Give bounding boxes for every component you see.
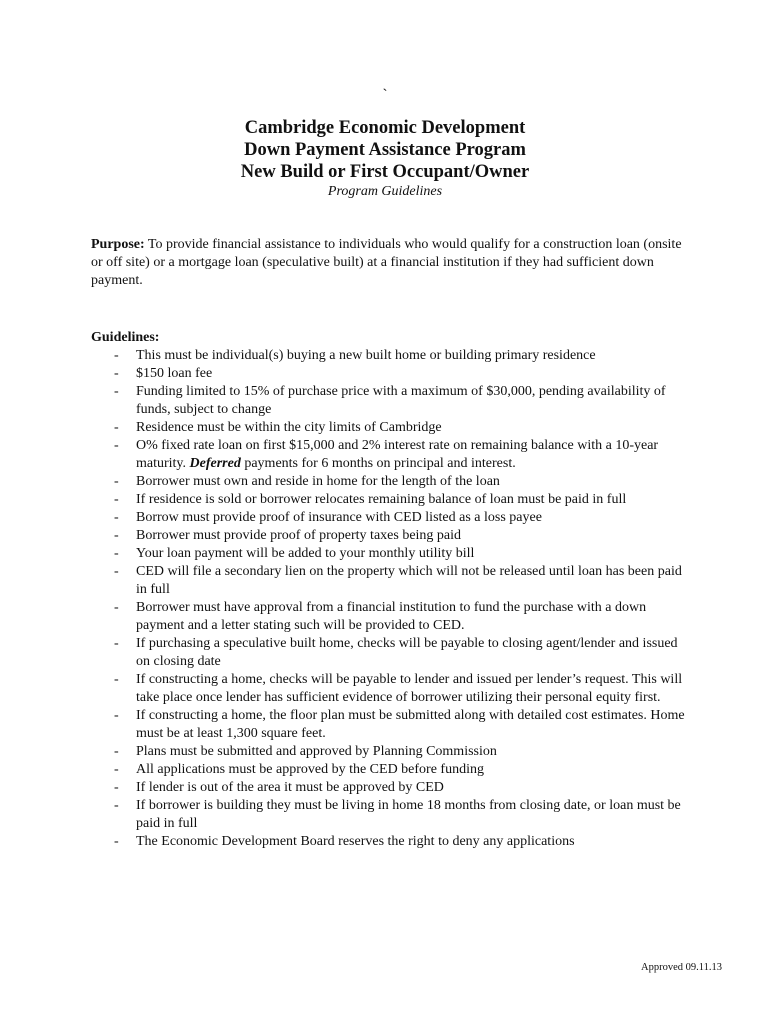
list-item	[91, 599, 691, 635]
stray-tick-mark: `	[382, 87, 388, 103]
dash-bullet: -	[114, 780, 119, 795]
dash-bullet: -	[114, 366, 119, 381]
list-item-text: Borrower must have approval from a financial institution to fund the purchase with a down payment and a letter stating such will be provided to CED.	[136, 600, 647, 633]
list-item	[91, 563, 691, 599]
title-line-program: Down Payment Assistance Program	[244, 140, 526, 160]
dash-bullet: -	[114, 474, 119, 489]
dash-bullet: -	[114, 546, 119, 561]
title-line-category: New Build or First Occupant/Owner	[240, 162, 530, 182]
title-block	[0, 117, 770, 201]
guidelines-list	[91, 347, 691, 851]
list-item	[91, 833, 691, 851]
list-item-text: If residence is sold or borrower relocates remaining balance of loan must be paid in full	[136, 492, 627, 507]
rate-emphasis: Deferred	[189, 456, 241, 471]
list-item	[91, 383, 691, 419]
list-item-text: Borrower must provide proof of property taxes being paid	[136, 528, 462, 543]
list-item	[91, 671, 691, 707]
list-item	[91, 779, 691, 797]
dash-bullet: -	[114, 708, 119, 723]
list-item	[91, 743, 691, 761]
dash-bullet: -	[114, 528, 119, 543]
purpose-text: To provide financial assistance to individuals who would qualify for a construction loan (onsite or off site) or a mortgage loan (speculative built) at a financial institution if they had sufficient down payment.	[91, 237, 682, 288]
dash-bullet: -	[114, 600, 119, 615]
approval-date: Approved 09.11.13	[641, 962, 722, 973]
list-item-text: If constructing a home, checks will be payable to lender and issued per lender’s request. This will take place once lender has sufficient evidence of borrower utilizing their personal equity first.	[136, 672, 683, 705]
list-item	[91, 707, 691, 743]
list-item-text: The Economic Development Board reserves the right to deny any applications	[136, 834, 575, 849]
dash-bullet: -	[114, 672, 119, 687]
list-item	[91, 635, 691, 671]
dash-bullet: -	[114, 438, 119, 453]
list-item	[91, 545, 691, 563]
list-item-text: Residence must be within the city limits of Cambridge	[136, 420, 442, 435]
list-item	[91, 509, 691, 527]
list-item-text: If lender is out of the area it must be approved by CED	[136, 780, 444, 795]
purpose-label: Purpose:	[91, 237, 145, 252]
list-item-text: Borrower must own and reside in home for the length of the loan	[136, 474, 500, 489]
purpose-paragraph	[91, 236, 691, 290]
rate-text-after: payments for 6 months on principal and interest.	[240, 456, 516, 471]
dash-bullet: -	[114, 564, 119, 579]
list-item-text: This must be individual(s) buying a new built home or building primary residence	[136, 348, 596, 363]
dash-bullet: -	[114, 510, 119, 525]
title-line-organization: Cambridge Economic Development	[244, 118, 526, 138]
dash-bullet: -	[114, 348, 119, 363]
list-item-text: CED will file a secondary lien on the property which will not be released until loan has been paid in full	[136, 564, 682, 597]
guidelines-heading: Guidelines:	[91, 330, 160, 345]
dash-bullet: -	[114, 744, 119, 759]
list-item-text: If constructing a home, the floor plan must be submitted along with detailed cost estimates. Home must be at least 1,300 square feet.	[136, 708, 685, 741]
list-item	[91, 365, 691, 383]
list-item-text: $150 loan fee	[136, 366, 213, 381]
list-item-text: Funding limited to 15% of purchase price with a maximum of $30,000, pending availability of funds, subject to change	[136, 384, 666, 417]
dash-bullet: -	[114, 798, 119, 813]
dash-bullet: -	[114, 384, 119, 399]
list-item-text: Plans must be submitted and approved by Planning Commission	[136, 744, 497, 759]
list-item-text: All applications must be approved by the CED before funding	[136, 762, 484, 777]
list-item	[91, 527, 691, 545]
dash-bullet: -	[114, 636, 119, 651]
dash-bullet: -	[114, 762, 119, 777]
dash-bullet: -	[114, 492, 119, 507]
list-item-text: If borrower is building they must be living in home 18 months from closing date, or loan must be paid in full	[136, 798, 681, 831]
list-item-text: Your loan payment will be added to your monthly utility bill	[136, 546, 475, 561]
list-item	[91, 347, 691, 365]
list-item-rate	[91, 437, 691, 473]
guidelines-section	[91, 329, 691, 851]
rate-text-before: O% fixed rate loan on first $15,000 and 2% interest rate on remaining balance with a 10-year maturity.	[136, 438, 659, 471]
subtitle: Program Guidelines	[327, 184, 443, 199]
list-item	[91, 419, 691, 437]
list-item	[91, 491, 691, 509]
list-item-text: Borrow must provide proof of insurance with CED listed as a loss payee	[136, 510, 542, 525]
list-item	[91, 797, 691, 833]
dash-bullet: -	[114, 834, 119, 849]
dash-bullet: -	[114, 420, 119, 435]
list-item	[91, 761, 691, 779]
list-item	[91, 473, 691, 491]
list-item-text: If purchasing a speculative built home, checks will be payable to closing agent/lender and issued on closing date	[136, 636, 678, 669]
